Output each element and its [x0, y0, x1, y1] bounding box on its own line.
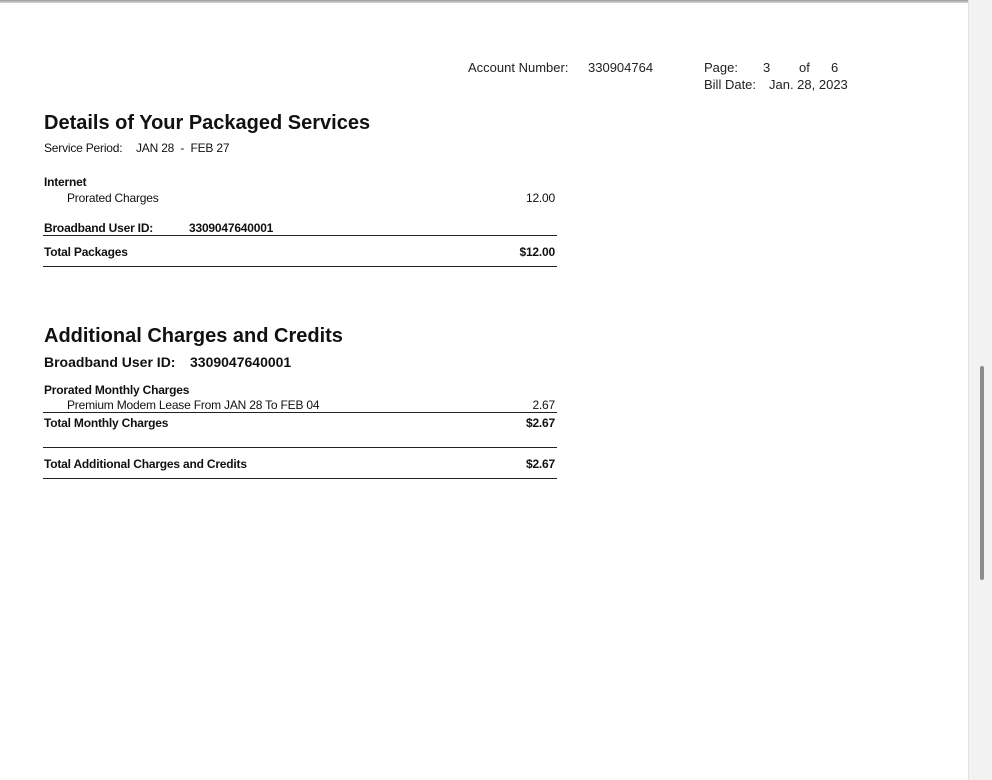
divider: [43, 478, 557, 479]
additional-user-id-value: 3309047640001: [190, 354, 292, 370]
bill-date-label: Bill Date:: [704, 77, 757, 92]
total-monthly-charges-amount: $2.67: [525, 416, 555, 430]
total-packages-label: Total Packages: [44, 245, 128, 259]
packaged-services-title: Details of Your Packaged Services: [44, 112, 371, 134]
broadband-user-id-value: 3309047640001: [189, 221, 274, 235]
modem-lease-amount: 2.67: [532, 398, 555, 412]
prorated-charges-label: Prorated Charges: [67, 191, 159, 205]
page-current: 3: [763, 60, 771, 75]
bill-date-value: Jan. 28, 2023: [769, 77, 848, 92]
divider: [43, 447, 557, 448]
account-number-label: Account Number:: [468, 60, 569, 75]
service-period-label: Service Period:: [44, 141, 123, 155]
internet-category: Internet: [44, 175, 87, 189]
divider: [43, 412, 557, 413]
total-additional-charges-label: Total Additional Charges and Credits: [44, 457, 247, 471]
prorated-monthly-charges-heading: Prorated Monthly Charges: [44, 383, 190, 397]
account-number-value: 330904764: [588, 60, 654, 75]
service-period-value: JAN 28 - FEB 27: [136, 141, 230, 155]
page-total: 6: [831, 60, 839, 75]
additional-user-id-label: Broadband User ID:: [44, 354, 176, 370]
total-packages-amount: $12.00: [519, 245, 555, 259]
total-monthly-charges-label: Total Monthly Charges: [44, 416, 169, 430]
additional-charges-title: Additional Charges and Credits: [44, 325, 343, 347]
divider: [43, 235, 557, 236]
divider: [43, 266, 557, 267]
page-of-label: of: [799, 60, 810, 75]
modem-lease-label: Premium Modem Lease From JAN 28 To FEB 04: [67, 398, 320, 412]
scrollbar-thumb[interactable]: [980, 366, 984, 580]
broadband-user-id-label: Broadband User ID:: [44, 221, 154, 235]
total-additional-charges-amount: $2.67: [525, 457, 555, 471]
prorated-charges-amount: 12.00: [525, 191, 555, 205]
page-label: Page:: [704, 60, 738, 75]
